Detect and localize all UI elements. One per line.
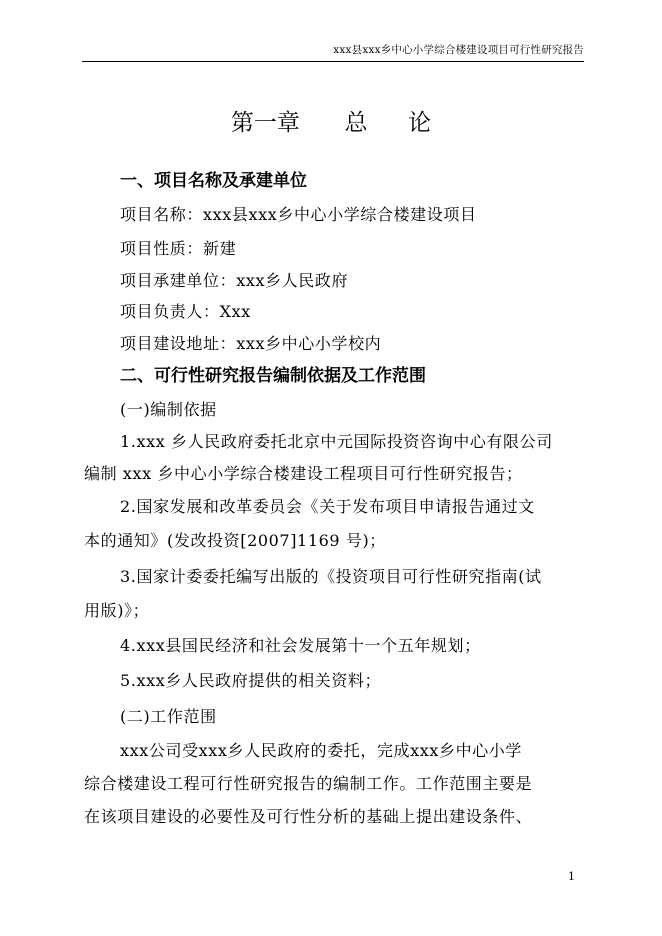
basis-item-3-cont: 用版)》； xyxy=(84,601,150,620)
scope-line-2: 综合楼建设工程可行性研究报告的编制工作。工作范围主要是 xyxy=(84,774,533,793)
project-name: 项目名称：xxx县xxx乡中心小学综合楼建设项目 xyxy=(120,205,477,224)
project-leader: 项目负责人：Xxx xyxy=(120,302,251,321)
subsection-scope: (二)工作范围 xyxy=(120,707,217,726)
basis-item-2: 2.国家发展和改革委员会《关于发布项目申请报告通过文 xyxy=(120,497,535,516)
page-number: 1 xyxy=(568,870,575,883)
scope-line-3: 在该项目建设的必要性及可行性分析的基础上提出建设条件、 xyxy=(84,807,533,826)
chapter-number: 第一章 xyxy=(230,110,300,136)
chapter-word-1: 总 xyxy=(344,110,368,136)
chapter-word-2: 论 xyxy=(408,110,432,136)
basis-item-1: 1.xxx 乡人民政府委托北京中元国际投资咨询中心有限公司 xyxy=(120,432,553,451)
basis-item-3: 3.国家计委委托编写出版的《投资项目可行性研究指南(试 xyxy=(120,567,542,586)
section-heading-1: 一、项目名称及承建单位 xyxy=(120,171,307,191)
chapter-title xyxy=(0,104,662,137)
scope-line-1: xxx公司受xxx乡人民政府的委托，完成xxx乡中心小学 xyxy=(120,741,523,760)
basis-item-5: 5.xxx乡人民政府提供的相关资料； xyxy=(120,671,382,690)
basis-item-4: 4.xxx县国民经济和社会发展第十一个五年规划； xyxy=(120,636,481,655)
basis-item-2-cont: 本的通知》(发改投资[2007]1169 号)； xyxy=(84,531,386,550)
section-heading-2: 二、可行性研究报告编制依据及工作范围 xyxy=(120,366,426,386)
project-nature: 项目性质：新建 xyxy=(120,239,237,258)
running-header: xxx县xxx乡中心小学综合楼建设项目可行性研究报告 xyxy=(82,42,584,62)
project-address: 项目建设地址：xxx乡中心小学校内 xyxy=(120,334,382,353)
basis-item-1-cont: 编制 xxx 乡中心小学综合楼建设工程项目可行性研究报告； xyxy=(84,464,523,483)
subsection-basis: (一)编制依据 xyxy=(120,400,217,419)
project-builder: 项目承建单位：xxx乡人民政府 xyxy=(120,271,349,290)
